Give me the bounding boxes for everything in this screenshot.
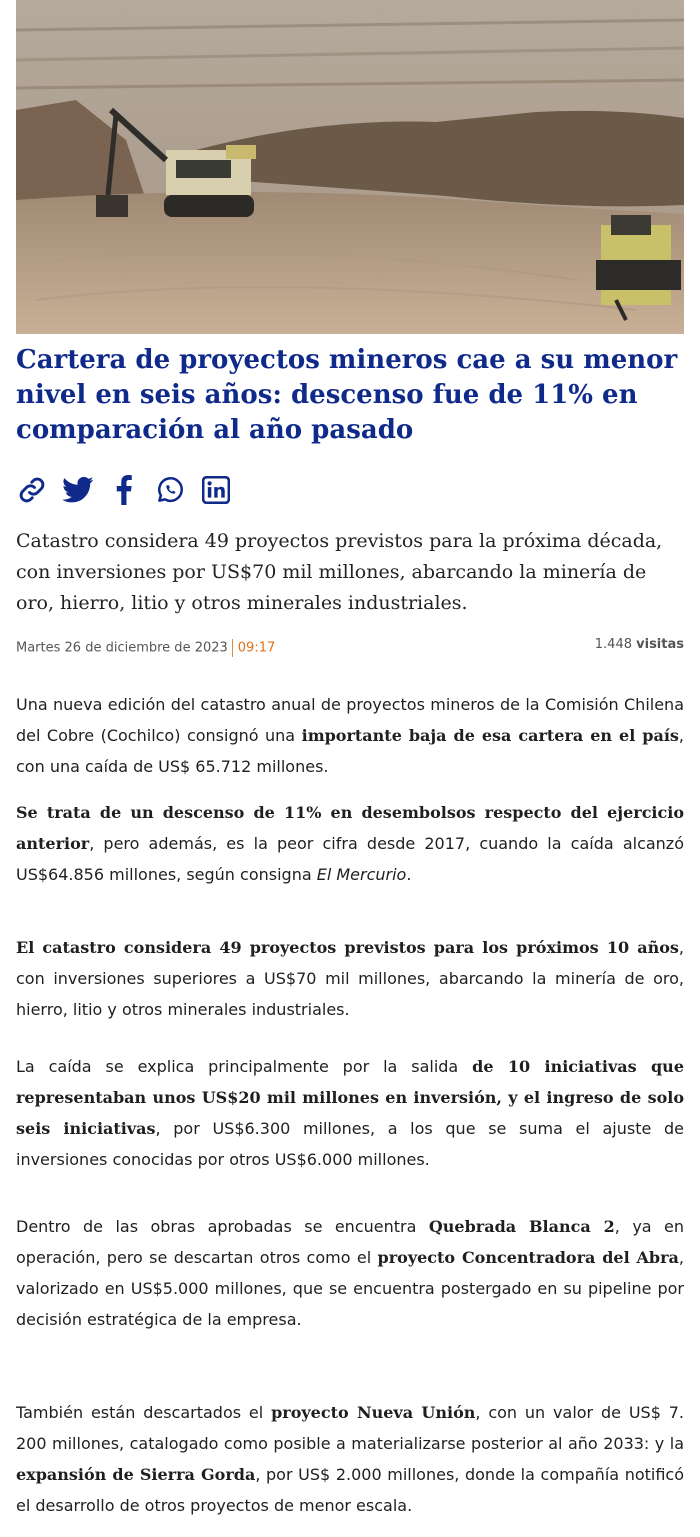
share-link-button[interactable]	[16, 474, 48, 506]
visit-count: 1.448	[594, 637, 632, 652]
paragraph-5: Dentro de las obras aprobadas se encuentra Quebrada Blanca 2, ya en operación, pero se descartan otros como el proyecto Concentradora del Abra, valorizado en US$5.000 millones, que se encuentra postergado en su pipeline por decisión estratégica de la empresa.	[16, 1217, 685, 1329]
share-facebook-button[interactable]	[108, 474, 140, 506]
paragraph-3: El catastro considera 49 proyectos previstos para los próximos 10 años, con inversiones superiores a US$70 mil millones, abarcando la minería de oro, hierro, litio y otros minerales industriales.	[16, 938, 684, 1019]
share-linkedin-button[interactable]	[200, 474, 232, 506]
visit-label: visitas	[636, 637, 684, 652]
article-lead: Catastro considera 49 proyectos previstos para la próxima década, con inversiones por US$70 mil millones, abarcando la minería de oro, hierro, litio y otros minerales industriales.	[16, 530, 663, 614]
hero-image	[16, 0, 684, 334]
share-bar	[16, 474, 232, 506]
share-twitter-button[interactable]	[62, 474, 94, 506]
publish-date: Martes 26 de diciembre de 2023	[16, 640, 228, 656]
visit-counter	[595, 637, 684, 652]
publish-time: 09:17	[237, 640, 276, 656]
article-title: Cartera de proyectos mineros cae a su menor nivel en seis años: descenso fue de 11% en comparación al año pasado	[16, 345, 678, 445]
date-separator	[232, 639, 233, 657]
facebook-icon	[115, 475, 133, 505]
article-meta	[16, 637, 684, 657]
paragraph-6: También están descartados el proyecto Nueva Unión, con un valor de US$ 7. 200 millones, catalogado como posible a materializarse posterior al año 2033: y la expansión de Sierra Gorda, por US$ 2.000 millones, donde la compañía notificó el desarrollo de otros proyectos de menor escala.	[16, 1403, 685, 1515]
whatsapp-icon	[155, 475, 185, 505]
paragraph-2: Se trata de un descenso de 11% en desembolsos respecto del ejercicio anterior, pero además, es la peor cifra desde 2017, cuando la caída alcanzó US$64.856 millones, según consigna El Mercurio.	[16, 803, 684, 884]
twitter-icon	[62, 476, 94, 504]
paragraph-4: La caída se explica principalmente por la salida de 10 iniciativas que representaban unos US$20 mil millones en inversión, y el ingreso de solo seis iniciativas, por US$6.300 millones, a los que se suma el ajuste de inversiones conocidas por otros US$6.000 millones.	[16, 1057, 684, 1169]
share-whatsapp-button[interactable]	[154, 474, 186, 506]
link-icon	[17, 475, 47, 505]
paragraph-1: Una nueva edición del catastro anual de proyectos mineros de la Comisión Chilena del Cobre (Cochilco) consignó una importante baja de esa cartera en el país, con una caída de US$ 65.712 millones.	[16, 695, 685, 776]
linkedin-icon	[202, 476, 230, 504]
